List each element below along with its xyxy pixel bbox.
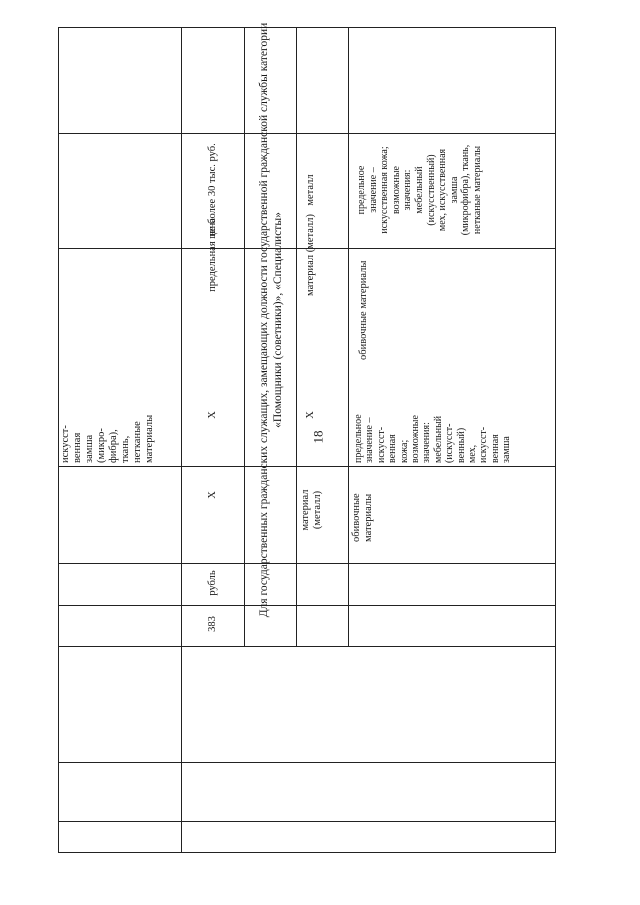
- characteristic-cell: предельная цена: [207, 218, 218, 292]
- characteristic-cell: материал (металл): [305, 214, 316, 296]
- value-cell: не более 30 тыс. руб.: [207, 143, 218, 237]
- table-border-right: [555, 27, 556, 853]
- table-border-bottom: [58, 852, 556, 853]
- table-line: [296, 27, 297, 647]
- table-border-top: [58, 27, 556, 28]
- page-number: 18: [310, 430, 326, 444]
- x-marker: X: [207, 491, 218, 499]
- value-cell: металл: [305, 174, 316, 206]
- table-line: [244, 27, 245, 647]
- section-title: Для государственных гражданских служащих, замещающих должности государственной гражданской службы категории «Помощники (советники)», «Специалисты»: [258, 22, 284, 618]
- x-marker: X: [305, 411, 316, 419]
- prev-row-material: искусст- венная замша (микро- фибра), ткань, нетканые материалы: [60, 414, 155, 463]
- table-line: [181, 27, 182, 853]
- x-marker: X: [207, 411, 218, 419]
- characteristic-cell: обивочные материалы: [358, 260, 369, 360]
- row-number: 383: [207, 616, 218, 632]
- table-line: [58, 466, 556, 467]
- upholstery-label: обивочные материалы: [351, 493, 374, 542]
- value-cell: предельное значение – искусственная кожа; возможные значения: мебельный (искусственный) мех, искусственная замша (микрофибра), ткань, нетканые материалы: [356, 144, 483, 236]
- table-line: [58, 646, 556, 647]
- table-border-left: [58, 27, 59, 853]
- unit-cell: рубль: [207, 570, 218, 596]
- upholstery-allowed-values: предельное значение – искусст- венная кожа; возможные значения: мебельный (искусст- венный) мех, искусст- венная замша: [353, 414, 513, 463]
- table-line: [58, 821, 556, 822]
- table-line: [58, 605, 556, 606]
- material-label: материал (металл): [300, 489, 323, 531]
- table-line: [58, 563, 556, 564]
- table-line: [58, 762, 556, 763]
- table-line: [348, 27, 349, 647]
